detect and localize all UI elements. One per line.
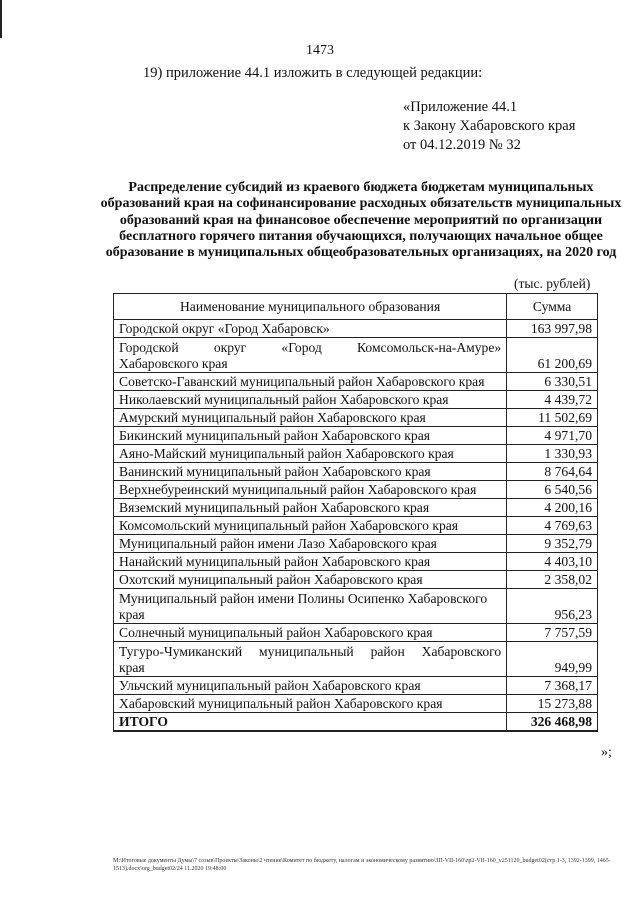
row-sum: 4 971,70 [507,427,598,445]
row-sum: 4 439,72 [507,391,598,409]
table-row [114,391,598,409]
subsidy-table [113,293,598,732]
table-row [114,642,598,677]
row-name-line-2: края [119,607,145,622]
table-row [114,695,598,713]
row-name: Бикинский муниципальный район Хабаровского края [114,427,507,445]
appendix-line-3: от 04.12.2019 № 32 [403,137,521,153]
unit-label: (тыс. рублей) [514,276,591,291]
appendix-line-2: к Закону Хабаровского края [403,118,576,134]
row-sum: 2 358,02 [507,571,598,589]
table-row [114,571,598,589]
table-row [114,499,598,517]
row-name: Николаевский муниципальный район Хабаровского края [114,391,507,409]
row-sum: 61 200,69 [507,338,598,373]
header-sum: Сумма [507,294,598,320]
row-name-line-1: Городской округ «Город Комсомольск-на-Амуре» [119,340,502,355]
row-name-line-1: Тугуро-Чумиканский муниципальный район Хабаровского [119,644,502,659]
row-sum: 8 764,64 [507,463,598,481]
row-name [114,642,507,677]
row-sum: 15 273,88 [507,695,598,713]
row-name: Амурский муниципальный район Хабаровского края [114,409,507,427]
table-row [114,481,598,499]
page-number: 1473 [306,43,334,58]
table-row [114,445,598,463]
row-sum: 956,23 [507,589,598,624]
appendix-reference [403,98,575,155]
table-row [114,553,598,571]
row-sum: 6 540,56 [507,481,598,499]
closing-quote: »; [601,745,612,760]
row-sum: 4 769,63 [507,517,598,535]
row-sum: 4 403,10 [507,553,598,571]
row-sum: 6 330,51 [507,373,598,391]
row-name-line-2: Хабаровского края [119,356,228,371]
row-name [114,338,507,373]
row-sum: 11 502,69 [507,409,598,427]
row-name: Ульчский муниципальный район Хабаровского края [114,677,507,695]
left-margin-mark [0,0,2,38]
row-sum: 7 368,17 [507,677,598,695]
row-sum: 949,99 [507,642,598,677]
row-name: Муниципальный район имени Лазо Хабаровского края [114,535,507,553]
table-row [114,373,598,391]
row-name: Городской округ «Город Хабаровск» [114,320,507,338]
header-name: Наименование муниципального образования [114,294,507,320]
total-row [114,713,598,732]
row-sum: 163 997,98 [507,320,598,338]
table-row [114,427,598,445]
row-name: Хабаровский муниципальный район Хабаровского края [114,695,507,713]
table-header-row [114,294,598,320]
row-sum: 1 330,93 [507,445,598,463]
total-sum: 326 468,98 [507,713,598,732]
total-label: ИТОГО [114,713,507,732]
row-name: Вяземский муниципальный район Хабаровского края [114,499,507,517]
table-row [114,535,598,553]
table-row [114,677,598,695]
row-name: Нанайский муниципальный район Хабаровского края [114,553,507,571]
table-row [114,463,598,481]
row-name: Ванинский муниципальный район Хабаровского края [114,463,507,481]
appendix-line-1: «Приложение 44.1 [403,99,518,115]
table-row [114,624,598,642]
row-name-line-1: Муниципальный район имени Полины Осипенко Хабаровского [119,591,488,606]
table-row [114,320,598,338]
document-title: Распределение субсидий из краевого бюджета бюджетам муниципальных образований края на софинансирование расходных обязательств муниципальных образований края на финансовое обеспечение мероприятий по организации бесплатного горячего питания обучающихся, получающих начальное общее образование в муниципальных общеобразовательных организациях, на 2020 год [100,180,622,261]
table-row [114,517,598,535]
row-sum: 4 200,16 [507,499,598,517]
row-name [114,589,507,624]
row-name: Советско-Гаванский муниципальный район Хабаровского края [114,373,507,391]
intro-paragraph: 19) приложение 44.1 изложить в следующей редакции: [143,65,483,81]
row-name: Охотский муниципальный район Хабаровского края [114,571,507,589]
row-name: Комсомольский муниципальный район Хабаровского края [114,517,507,535]
row-name-line-2: края [119,660,145,675]
row-sum: 9 352,79 [507,535,598,553]
row-name: Аяно-Майский муниципальный район Хабаровского края [114,445,507,463]
table-row [114,589,598,624]
file-path-footer: M:\Итоговые документы Думы\7 созыв\Проекты\Законы\2 чтение\Комитет по бюджету, налогам и экономическому развитию\ЗП-VII-160\zp2-VII-160_v251120_budget02(стр 1-3, 1392-1399, 1465-1513).docx\org_budget02/24 11.2020 19:48:00 [113,858,611,872]
row-sum: 7 757,59 [507,624,598,642]
row-name: Солнечный муниципальный район Хабаровского края [114,624,507,642]
table-row [114,338,598,373]
row-name: Верхнебуреинский муниципальный район Хабаровского края [114,481,507,499]
table-row [114,409,598,427]
